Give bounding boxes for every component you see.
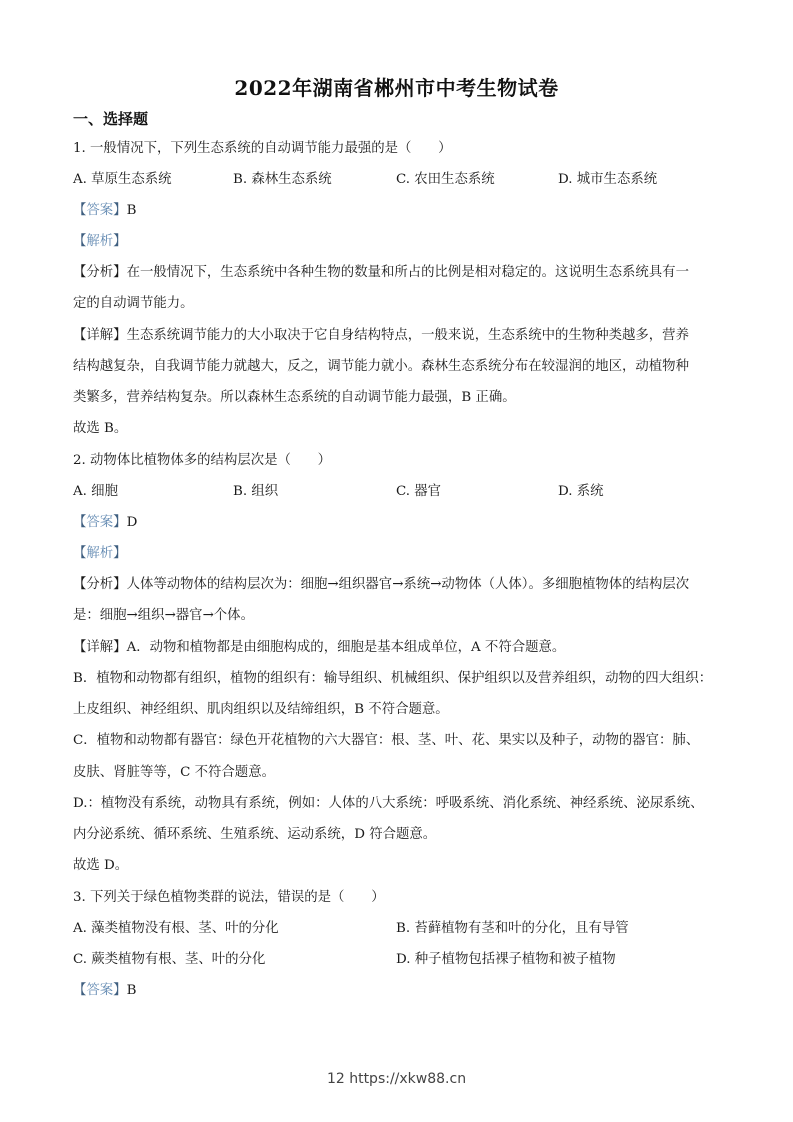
q1-fenxi-line-2: 定的自动调节能力。 — [73, 296, 194, 311]
analysis-label: 【解析】 — [73, 546, 127, 561]
q2-xiangjie-line-6: D.：植物没有系统，动物具有系统，例如：人体的八大系统：呼吸系统、消化系统、神经系统、泌尿系统、 — [73, 796, 704, 811]
q1-conclusion: 故选 B。 — [73, 421, 128, 436]
q2-answer-line — [73, 514, 723, 532]
q1-answer-value: B — [126, 203, 137, 218]
q2-xiangjie-line-1: 【详解】A．动物和植物都是由细胞构成的，细胞是基本组成单位，A 不符合题意。 — [73, 640, 566, 655]
page-footer: 12 https://xkw88.cn — [326, 1071, 467, 1087]
q2-xiangjie-line-4: C．植物和动物都有器官：绿色开花植物的六大器官：根、茎、叶、花、果实以及种子，动物的器官：肺、 — [73, 733, 700, 748]
question-3-stem: 3. 下列关于绿色植物类群的说法，错误的是（ ） — [73, 890, 385, 905]
q3-option-d: D. 种子植物包括裸子植物和被子植物 — [396, 952, 616, 967]
q1-analysis-label — [73, 233, 723, 251]
q2-analysis-label — [73, 545, 723, 563]
q1-xiangjie-line-3: 类繁多，营养结构复杂。所以森林生态系统的自动调节能力最强，B 正确。 — [73, 390, 516, 405]
q2-xiangjie-line-3: 上皮组织、神经组织、肌肉组织以及结缔组织，B 不符合题意。 — [73, 702, 449, 717]
fenxi-label: 【分析】 — [73, 265, 127, 280]
q3-option-c: C. 蕨类植物有根、茎、叶的分化 — [73, 952, 266, 967]
question-1-stem: 1. 一般情况下，下列生态系统的自动调节能力最强的是（ ） — [73, 141, 452, 156]
q2-xiangjie-line-7: 内分泌系统、循环系统、生殖系统、运动系统，D 符合题意。 — [73, 827, 437, 842]
q1-fenxi-line-1: 【分析】在一般情况下，生态系统中各种生物的数量和所占的比例是相对稳定的。这说明生态系统具有一 — [73, 265, 689, 280]
q2-option-d: D. 系统 — [558, 484, 604, 499]
answer-label: 【答案】 — [73, 203, 127, 218]
page-title: 2022年湖南省郴州市中考生物试卷 — [234, 76, 559, 100]
question-2-stem: 2. 动物体比植物体多的结构层次是（ ） — [73, 453, 332, 468]
q1-xiangjie-line-2: 结构越复杂，自我调节能力就越大，反之，调节能力就小。森林生态系统分布在较湿润的地区，动植物种 — [73, 359, 689, 374]
q2-fenxi-line-1: 【分析】人体等动物体的结构层次为：细胞→组织器官→系统→动物体（人体）。多细胞植物体的结构层次 — [73, 577, 690, 592]
q2-option-c: C. 器官 — [396, 484, 442, 499]
q2-xiangjie-line-2: B．植物和动物都有组织，植物的组织有：输导组织、机械组织、保护组织以及营养组织，动物的四大组织： — [73, 671, 713, 686]
q2-option-b: B. 组织 — [233, 484, 279, 499]
q3-option-a: A. 藻类植物没有根、茎、叶的分化 — [73, 921, 279, 936]
q1-option-a: A. 草原生态系统 — [73, 172, 172, 187]
answer-label: 【答案】 — [73, 983, 127, 998]
q2-conclusion: 故选 D。 — [73, 858, 129, 873]
q1-xiangjie-line-1: 【详解】生态系统调节能力的大小取决于它自身结构特点，一般来说，生态系统中的生物种类越多，营养 — [73, 328, 689, 343]
fenxi-label: 【分析】 — [73, 577, 127, 592]
q1-option-d: D. 城市生态系统 — [558, 172, 658, 187]
section-heading: 一、选择题 — [73, 110, 149, 128]
xiangjie-label: 【详解】 — [73, 640, 127, 655]
q1-option-c: C. 农田生态系统 — [396, 172, 495, 187]
q2-option-a: A. 细胞 — [73, 484, 118, 499]
q3-option-b: B. 苔藓植物有茎和叶的分化，且有导管 — [396, 921, 629, 936]
q2-xiangjie-line-5: 皮肤、肾脏等等，C 不符合题意。 — [73, 765, 275, 780]
q1-answer-line — [73, 202, 723, 220]
xiangjie-label: 【详解】 — [73, 328, 127, 343]
analysis-label: 【解析】 — [73, 234, 127, 249]
q3-answer-value: B — [126, 983, 137, 998]
q2-fenxi-line-2: 是：细胞→组织→器官→个体。 — [73, 608, 254, 623]
answer-label: 【答案】 — [73, 515, 127, 530]
q1-option-b: B. 森林生态系统 — [233, 172, 332, 187]
q3-answer-line — [73, 982, 723, 1000]
q2-answer-value: D — [126, 515, 138, 530]
